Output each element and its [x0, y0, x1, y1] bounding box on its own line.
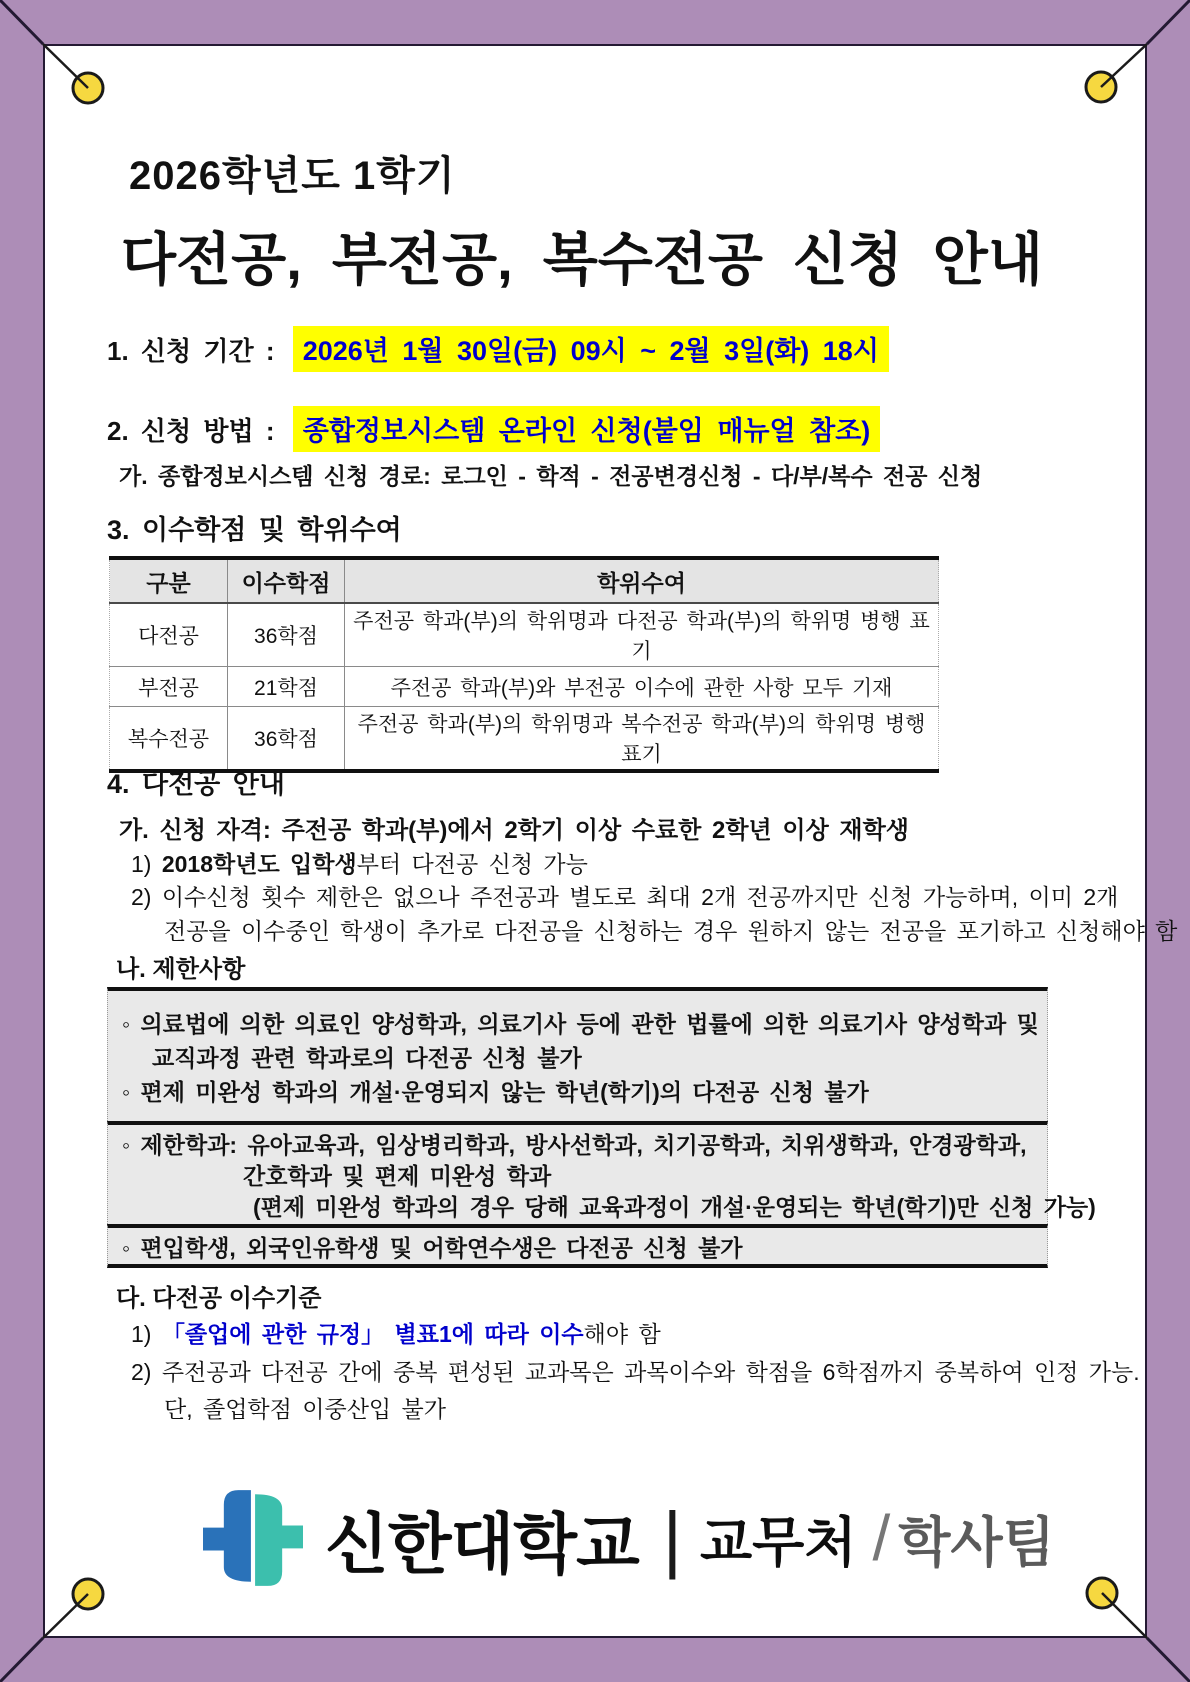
application-method-label: 2. 신청 방법 : — [107, 416, 275, 446]
criteria-item-2 — [131, 1354, 1140, 1387]
shinhan-university-logo-icon — [203, 1490, 303, 1586]
item-bold-text: 2018학년도 입학생 — [161, 851, 357, 877]
department-name: 교무처 — [700, 1512, 857, 1573]
criteria-item-2-cont: 단, 졸업학점 이중산입 불가 — [164, 1396, 446, 1422]
item-number: 1) — [131, 851, 152, 877]
application-period-line — [107, 326, 889, 372]
item-text: 이수신청 횟수 제한은 없으나 주전공과 별도로 최대 2개 전공까지만 신청 가능하며, 이미 2개 — [161, 884, 1119, 910]
col-header-credits: 이수학점 — [228, 558, 345, 603]
cell-degree: 주전공 학과(부)의 학위명과 다전공 학과(부)의 학위명 병행 표기 — [345, 603, 939, 667]
cell-category: 다전공 — [110, 603, 228, 667]
notice-poster — [43, 44, 1178, 1638]
team-name: 학사팀 — [898, 1512, 1055, 1573]
criteria-item-1 — [131, 1316, 661, 1349]
restriction-heading: 나. 제한사항 — [116, 956, 246, 983]
qualification-item-1 — [131, 846, 588, 879]
item-rest-text: 부터 다전공 신청 가능 — [356, 851, 588, 877]
semester-subtitle: 2026학년도 1학기 — [129, 154, 456, 198]
cell-credits: 36학점 — [228, 707, 345, 772]
item-number: 1) — [131, 1321, 152, 1347]
item-text: 주전공과 다전공 간에 중복 편성된 교과목은 과목이수와 학점을 6학점까지 중복하여 인정 가능. — [161, 1359, 1140, 1385]
criteria-blue-text: 「졸업에 관한 규정」 별표1에 따라 이수 — [161, 1321, 584, 1347]
page-title: 다전공, 부전공, 복수전공 신청 안내 — [121, 228, 1043, 292]
restriction-box-2 — [107, 1121, 1096, 1224]
table-row — [110, 667, 939, 707]
cell-credits: 21학점 — [228, 667, 345, 707]
restriction-line: 간호학과 및 편제 미완성 학과 — [243, 1163, 552, 1189]
col-header-degree: 학위수여 — [345, 558, 939, 603]
cell-category: 복수전공 — [110, 707, 228, 772]
item-number: 2) — [131, 884, 152, 910]
qualification-line: 가. 신청 자격: 주전공 학과(부)에서 2학기 이상 수료한 2학년 이상 재학생 — [119, 817, 909, 844]
restriction-line: (편제 미완성 학과의 경우 당해 교육과정이 개설·운영되는 학년(학기)만 신청 가능) — [253, 1194, 1096, 1220]
restriction-line: ◦ 편제 미완성 학과의 개설·운영되지 않는 학년(학기)의 다전공 신청 불가 — [122, 1079, 869, 1105]
application-path-line: 가. 종합정보시스템 신청 경로: 로그인 - 학적 - 전공변경신청 - 다/부/복수 전공 신청 — [119, 463, 983, 489]
restriction-box-1 — [107, 987, 1048, 1121]
credits-table — [109, 556, 939, 773]
university-name: 신한대학교 — [325, 1506, 639, 1581]
multimajor-section-heading: 4. 다전공 안내 — [107, 769, 285, 799]
restriction-line: ◦ 편입학생, 외국인유학생 및 어학연수생은 다전공 신청 불가 — [122, 1234, 743, 1261]
criteria-rest-text: 해야 함 — [583, 1321, 661, 1347]
credits-section-heading: 3. 이수학점 및 학위수여 — [107, 515, 402, 545]
application-period-label: 1. 신청 기간 : — [107, 336, 275, 366]
application-method-highlight: 종합정보시스템 온라인 신청(붙임 매뉴얼 참조) — [293, 406, 881, 452]
criteria-heading: 다. 다전공 이수기준 — [116, 1285, 322, 1312]
restriction-line: 교직과정 관련 학과로의 다전공 신청 불가 — [152, 1045, 582, 1071]
col-header-category: 구분 — [110, 558, 228, 603]
university-footer — [203, 1490, 1055, 1586]
qualification-item-2 — [131, 879, 1118, 912]
cell-degree: 주전공 학과(부)의 학위명과 복수전공 학과(부)의 학위명 병행 표기 — [345, 707, 939, 772]
cell-degree: 주전공 학과(부)와 부전공 이수에 관한 사항 모두 기재 — [345, 667, 939, 707]
cell-credits: 36학점 — [228, 603, 345, 667]
application-period-highlight: 2026년 1월 30일(금) 09시 ~ 2월 3일(화) 18시 — [293, 326, 889, 372]
item-number: 2) — [131, 1359, 152, 1385]
qualification-item-2-cont: 전공을 이수중인 학생이 추가로 다전공을 신청하는 경우 원하지 않는 전공을 포기하고 신청해야 함 — [164, 918, 1178, 944]
footer-separator-bar: | — [662, 1496, 683, 1580]
footer-slash: / — [872, 1502, 891, 1574]
restriction-box-3 — [107, 1224, 1048, 1268]
restriction-line: ◦ 의료법에 의한 의료인 양성학과, 의료기사 등에 관한 법률에 의한 의료기사 양성학과 및 — [122, 1011, 1039, 1037]
table-row — [110, 603, 939, 667]
application-method-line — [107, 406, 880, 452]
cell-category: 부전공 — [110, 667, 228, 707]
restriction-line: ◦ 제한학과: 유아교육과, 임상병리학과, 방사선학과, 치기공학과, 치위생학과, 안경광학과, — [122, 1132, 1027, 1158]
table-header-row — [110, 558, 939, 603]
